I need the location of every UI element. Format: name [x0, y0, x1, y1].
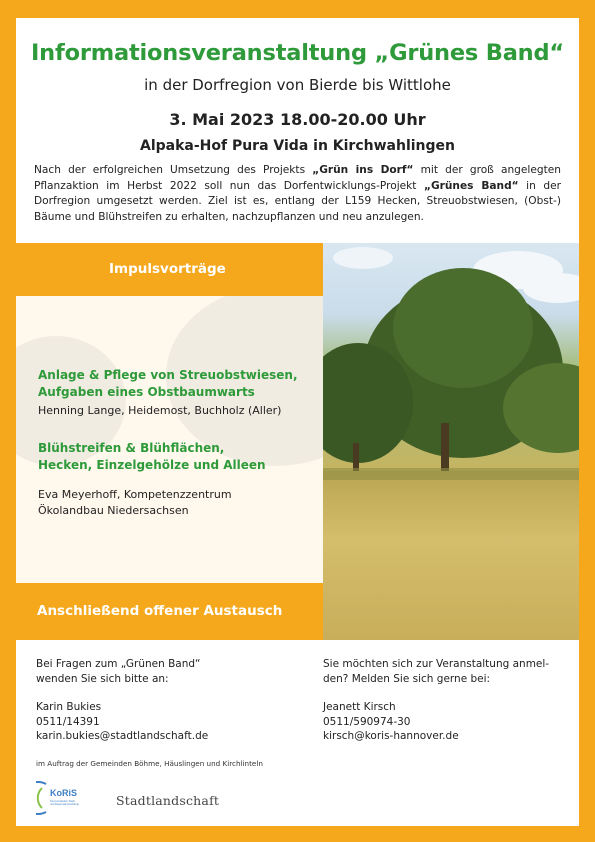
contact-left-name: Karin Bukies: [36, 701, 102, 713]
page-title: Informationsveranstaltung „Grünes Band“: [30, 40, 564, 66]
meadow-tree-photo: [323, 243, 579, 640]
talk-1-speaker: Henning Lange, Heidemost, Buchholz (Aller): [38, 404, 282, 417]
intro-text: Nach der erfolgreichen Umsetzung des Projekts „Grün ins Dorf“ mit der groß angelegten Pflanzaktion im Herbst 2022 soll nun das Dorfentwicklungs-Projekt „Grünes Band“ in der Dorfregion umgesetzt werden. Ziel ist es, entlang der L159 Hecken, Streuobstwiesen, (Obst-) Bäume und Blühstreifen zu erhalten, nachzupflanzen und neu anzulegen.: [34, 164, 561, 223]
koris-logo-text: KoRiS: [50, 788, 77, 798]
contact-right: Sie möchten sich zur Veranstaltung anmel- den? Melden Sie sich gerne bei: Jeanett Kirsch 0511/590974-30 kirsch@koris-hannover.de: [323, 658, 550, 742]
stadtlandschaft-logo: Stadtlandschaft: [116, 793, 220, 808]
talk-2-title: Blühstreifen & Blühflächen, Hecken, Einzelgehölze und Alleen: [38, 441, 266, 472]
talk-2-speaker: Eva Meyerhoff, Kompetenzzentrum Ökolandbau Niedersachsen: [38, 488, 232, 517]
talks-heading: Impulsvorträge: [109, 261, 226, 277]
project-name-2: „Grünes Band“: [424, 179, 519, 192]
koris-logo: [36, 778, 96, 816]
header-box: [16, 18, 579, 243]
contact-right-name: Jeanett Kirsch: [323, 701, 396, 713]
svg-text:Kommunikation Stadt: Kommunikation Stadt: [50, 800, 75, 803]
commission-note: im Auftrag der Gemeinden Böhme, Häuslingen und Kirchlinteln: [36, 759, 263, 768]
event-venue: Alpaka-Hof Pura Vida in Kirchwahlingen: [139, 138, 455, 154]
event-date: 3. Mai 2023 18.00-20.00 Uhr: [169, 110, 426, 129]
closing-bar: [16, 583, 323, 640]
talk-1-title: Anlage & Pflege von Streuobstwiesen, Aufgaben eines Obstbaumwarts: [38, 368, 298, 399]
contact-right-email[interactable]: kirsch@koris-hannover.de: [323, 730, 459, 742]
contact-left: Bei Fragen zum „Grünen Band“ wenden Sie sich bitte an: Karin Bukies 0511/14391 karin.bukies@stadtlandschaft.de: [36, 658, 209, 742]
project-name-1: „Grün ins Dorf“: [312, 164, 414, 176]
footer-box: [16, 640, 579, 826]
page-subtitle: in der Dorfregion von Bierde bis Wittlohe: [144, 76, 451, 94]
talks-heading-bar: [16, 243, 323, 296]
closing-text: Anschließend offener Austausch: [37, 603, 283, 619]
contact-right-phone: 0511/590974-30: [323, 715, 411, 728]
contact-left-phone: 0511/14391: [36, 715, 100, 728]
talks-panel: [16, 296, 323, 583]
contact-left-email[interactable]: karin.bukies@stadtlandschaft.de: [36, 730, 209, 742]
svg-text:und Regionalentwicklung: und Regionalentwicklung: [50, 803, 79, 806]
